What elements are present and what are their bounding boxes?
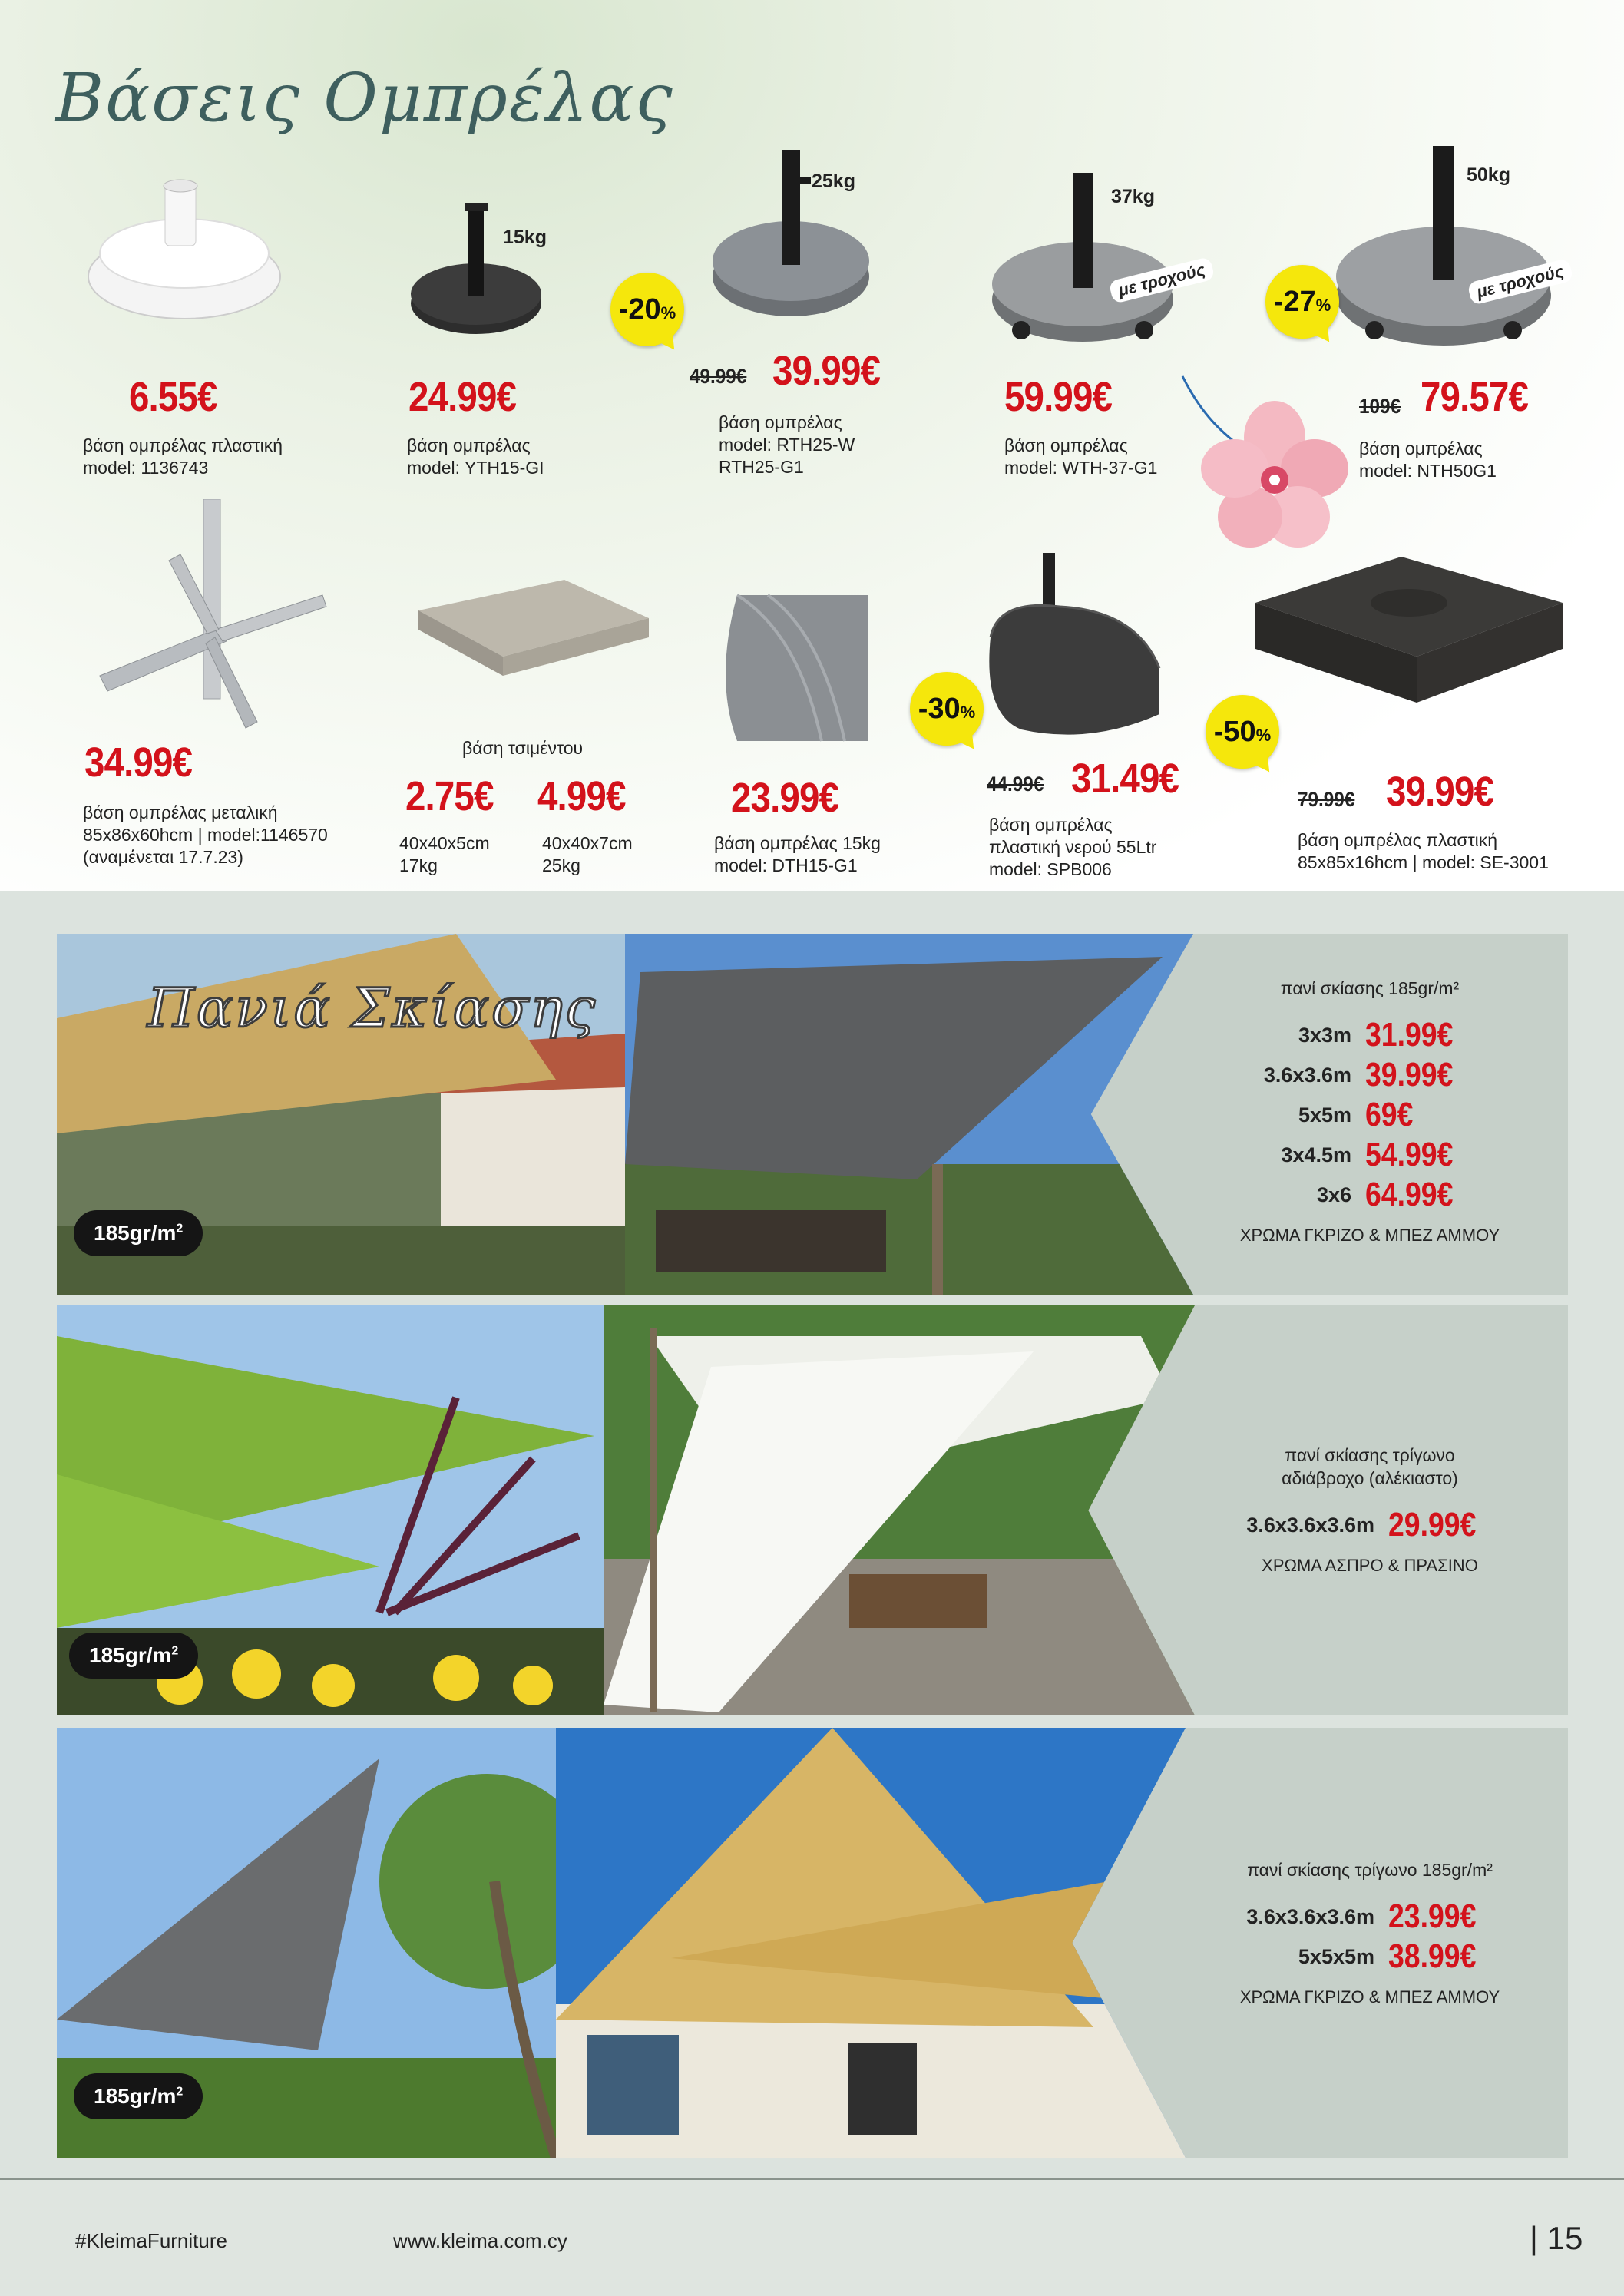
size-price: 38.99€ [1388, 1937, 1477, 1975]
size-row [1186, 1937, 1554, 1977]
product-description: βάση ομπρέλας πλαστική νερού 55Ltr model: SPB006 [989, 815, 1157, 879]
size-price: 31.99€ [1365, 1016, 1454, 1054]
size-price: 29.99€ [1388, 1506, 1477, 1543]
gsm-badge: $185gr/m^2$ [69, 1633, 198, 1679]
shade-sails-title: Πανιά Σκίασης [147, 977, 597, 1040]
discount-badge-30: -30 % [910, 672, 984, 746]
size: 3.6x3.6x3.6m [1246, 1513, 1374, 1537]
sail-caption: πανί σκίασης τρίγωνο αδιάβροχο (αλέκιαστο) [1282, 1445, 1458, 1488]
size-row [1186, 1015, 1554, 1055]
price: 39.99€ [1386, 769, 1494, 815]
water-base-image [975, 553, 1175, 753]
plastic-base-image [77, 177, 284, 330]
hashtag: #KleimaFurniture [75, 2229, 227, 2252]
product-description: 40x40x7cm 25kg [542, 833, 633, 875]
sail-info-1 [1186, 977, 1554, 1246]
sand-triangle-sail-photo [556, 1728, 1186, 2158]
grey-sail-photo [625, 934, 1193, 1295]
sail-info-3 [1186, 1858, 1554, 2007]
weight-label-50kg: 50kg [1467, 164, 1510, 186]
old-price: 79.99€ [1298, 788, 1355, 811]
product-description: βάση ομπρέλας model: NTH50G1 [1359, 438, 1497, 481]
size-price: 69€ [1365, 1096, 1414, 1133]
size-price: 23.99€ [1388, 1897, 1477, 1935]
website-link[interactable]: www.kleima.com.cy [393, 2229, 567, 2252]
sail-caption: πανί σκίασης τρίγωνο 185gr/m² [1247, 1860, 1493, 1880]
metal-cross-base-image [92, 499, 338, 745]
price: 2.75€ [405, 773, 494, 819]
square-plastic-base-image [1248, 549, 1570, 718]
sail-caption: πανί σκίασης 185gr/m² [1280, 978, 1460, 998]
wheels-tag: με τροχούς [1108, 256, 1215, 304]
gsm-badge: $185gr/m^2$ [74, 2073, 203, 2119]
price: 24.99€ [408, 374, 517, 420]
size-price: 64.99€ [1365, 1176, 1454, 1213]
shade-sails-section [0, 891, 1624, 2178]
price: 34.99€ [84, 739, 193, 786]
base-50kg-image [1328, 142, 1559, 357]
concrete-base-label: βάση τσιμέντου [462, 738, 584, 758]
color-note: ΧΡΩΜΑ ΑΣΠΡΟ & ΠΡΑΣΙΝΟ [1262, 1556, 1478, 1575]
size: 3.6x3.6x3.6m [1246, 1904, 1374, 1928]
product-description: βάση ομπρέλας model: WTH-37-G1 [1004, 435, 1158, 478]
size-price: 39.99€ [1365, 1056, 1454, 1093]
umbrella-bases-section [0, 0, 1624, 891]
old-price: 44.99€ [987, 773, 1044, 796]
page-footer [0, 2178, 1624, 2296]
color-note: ΧΡΩΜΑ ΓΚΡΙΖΟ & ΜΠΕΖ ΑΜΜΟΥ [1239, 1226, 1500, 1245]
price: 79.57€ [1421, 374, 1529, 420]
price: 6.55€ [129, 374, 217, 420]
sail-info-2 [1186, 1444, 1554, 1576]
gsm-badge: $185gr/m^2$ [74, 1210, 203, 1256]
price: 4.99€ [537, 773, 626, 819]
discount-badge-27: -27 % [1265, 265, 1339, 339]
product-description: βάση ομπρέλας model: RTH25-W RTH25-G1 [719, 412, 855, 477]
size-price: 54.99€ [1365, 1136, 1454, 1173]
weight-label-25kg: 25kg [812, 170, 855, 192]
product-description: βάση ομπρέλας 15kg model: DTH15-G1 [714, 833, 881, 875]
white-sail-photo [604, 1305, 1195, 1715]
page-title: Βάσεις Ομπρέλας [55, 60, 674, 137]
size-row [1186, 1175, 1554, 1215]
price: 39.99€ [772, 348, 881, 394]
size: 5x5x5m [1298, 1944, 1374, 1968]
old-price: 49.99€ [690, 365, 747, 388]
size-row [1186, 1055, 1554, 1095]
color-note: ΧΡΩΜΑ ΓΚΡΙΖΟ & ΜΠΕΖ ΑΜΜΟΥ [1239, 1987, 1500, 2007]
flower-decoration-image [1175, 369, 1351, 553]
size-row [1186, 1505, 1554, 1545]
page-number: | 15 [1530, 2220, 1583, 2256]
weight-label-15kg: 15kg [503, 227, 547, 248]
size: 3x3m [1298, 1023, 1351, 1047]
price: 59.99€ [1004, 374, 1113, 420]
size: 3x6 [1316, 1183, 1351, 1206]
concrete-base-image [411, 572, 657, 680]
size-row [1186, 1135, 1554, 1175]
size-row [1186, 1897, 1554, 1937]
product-description: 40x40x5cm 17kg [399, 833, 490, 875]
size: 5x5m [1298, 1103, 1351, 1126]
quarter-base-image [706, 587, 875, 756]
size: 3x4.5m [1281, 1143, 1351, 1166]
base-15kg-image [403, 196, 557, 342]
product-description: βάση ομπρέλας model: YTH15-GI [407, 435, 544, 478]
product-description: βάση ομπρέλας πλαστική 85x85x16hcm | model: SE-3001 [1298, 830, 1549, 872]
wheels-tag: με τροχούς [1467, 258, 1573, 306]
discount-badge-50: -50 % [1206, 695, 1279, 769]
size: 3.6x3.6m [1263, 1063, 1351, 1087]
weight-label-37kg: 37kg [1111, 186, 1155, 207]
product-description: βάση ομπρέλας πλαστική model: 1136743 [83, 435, 283, 478]
price: 31.49€ [1071, 756, 1179, 802]
old-price: 109€ [1359, 395, 1401, 418]
price: 23.99€ [731, 775, 839, 821]
shade-sail-panel-1 [57, 934, 1568, 1295]
product-description: βάση ομπρέλας μεταλική 85x86x60hcm | model:1146570 (αναμένεται 17.7.23) [83, 802, 328, 867]
discount-badge-20: -20 % [610, 273, 684, 346]
shade-sail-panel-3 [57, 1728, 1568, 2158]
size-row [1186, 1095, 1554, 1135]
shade-sail-panel-2 [57, 1305, 1568, 1715]
